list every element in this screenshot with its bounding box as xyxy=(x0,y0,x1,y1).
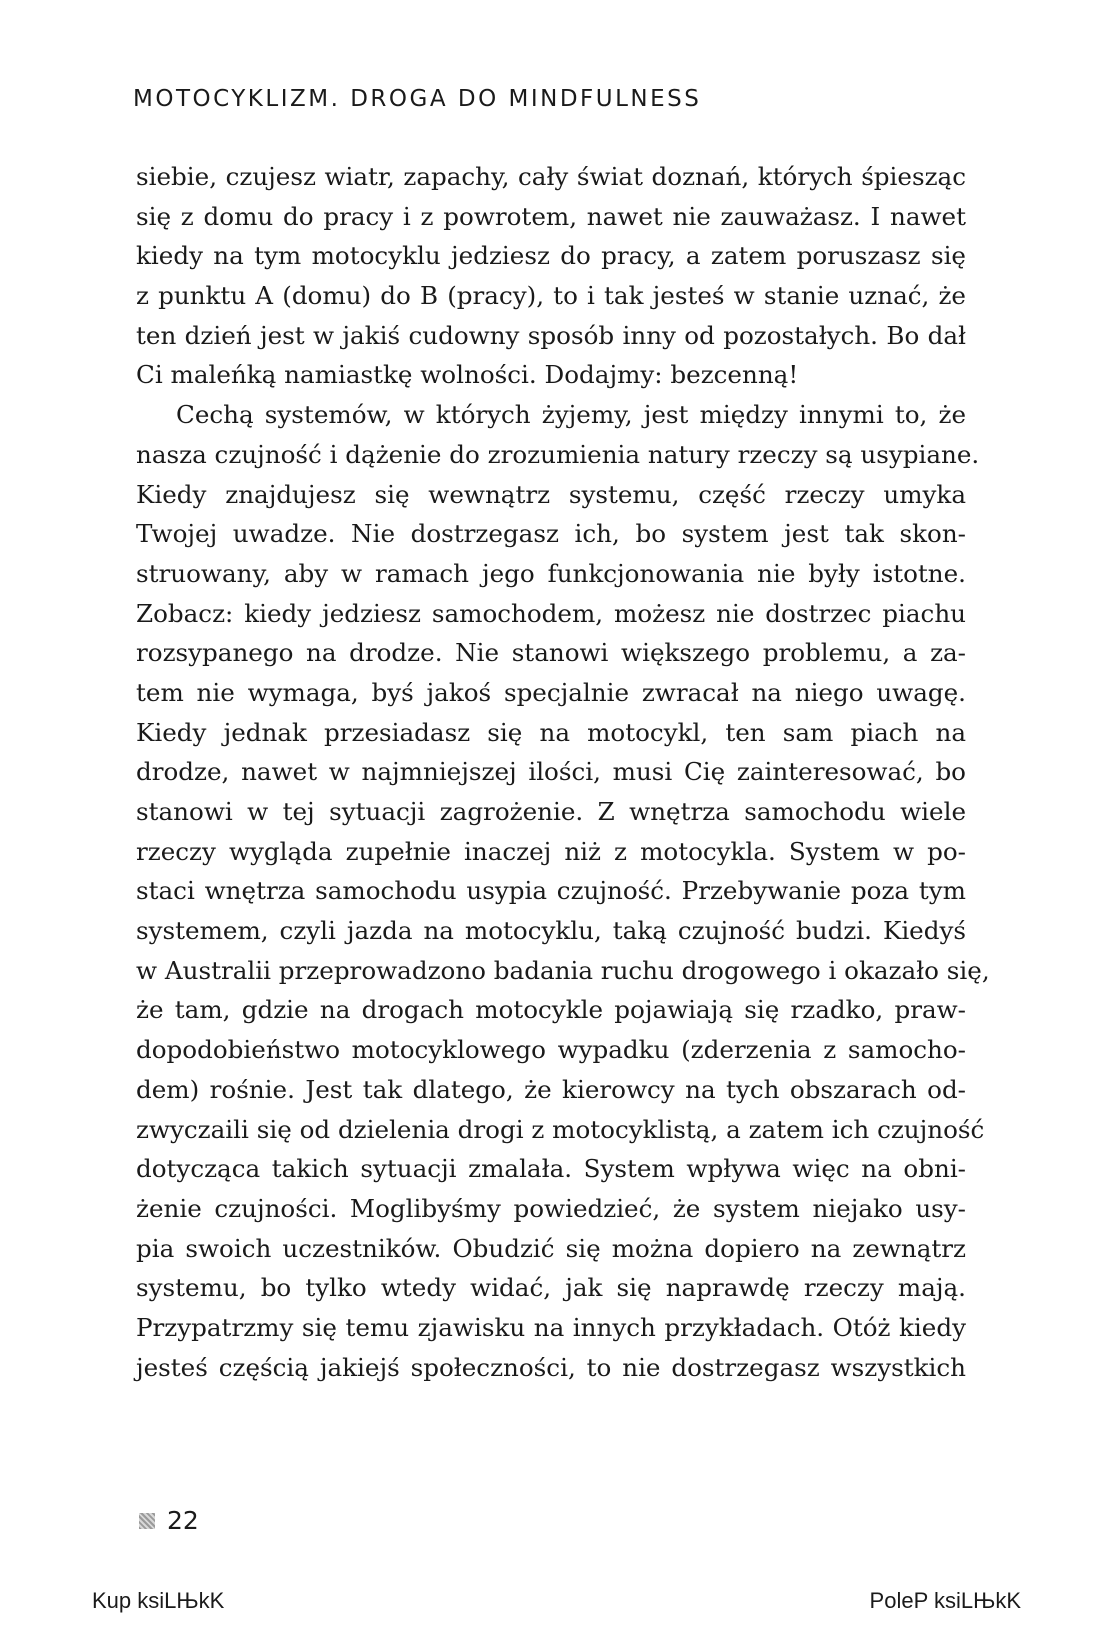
page-number: 22 xyxy=(167,1506,199,1535)
text-line: rozsypanego na drodze. Nie stanowi większego problemu, a za- xyxy=(136,638,966,668)
text-line: się z domu do pracy i z powrotem, nawet nie zauważasz. I nawet xyxy=(136,201,966,231)
text-line: Cechą systemów, w których żyjemy, jest między innymi to, że xyxy=(176,400,966,430)
text-line: nasza czujność i dążenie do zrozumienia natury rzeczy są usypiane. xyxy=(136,439,980,469)
text-line: że tam, gdzie na drogach motocykle pojawiają się rzadko, praw- xyxy=(136,995,966,1025)
text-line: drodze, nawet w najmniejszej ilości, musi Cię zainteresować, bo xyxy=(136,757,966,787)
text-line: dotycząca takich sytuacji zmalała. System wpływa więc na obni- xyxy=(136,1154,966,1184)
text-line: systemu, bo tylko wtedy widać, jak się naprawdę rzeczy mają. xyxy=(136,1273,966,1303)
text-line: ten dzień jest w jakiś cudowny sposób inny od pozostałych. Bo dał xyxy=(136,320,966,350)
page-marker-icon xyxy=(139,1513,155,1529)
text-line: Zobacz: kiedy jedziesz samochodem, możesz nie dostrzec piachu xyxy=(136,598,966,628)
text-line: Przypatrzmy się temu zjawisku na innych przykładach. Otóż kiedy xyxy=(136,1312,966,1342)
text-line: dem) rośnie. Jest tak dlatego, że kierowcy na tych obszarach od- xyxy=(136,1074,966,1104)
text-line: jesteś częścią jakiejś społeczności, to nie dostrzegasz wszystkich xyxy=(136,1352,966,1382)
text-line: z punktu A (domu) do B (pracy), to i tak jesteś w stanie uznać, że xyxy=(136,281,966,311)
text-line: pia swoich uczestników. Obudzić się można dopiero na zewnątrz xyxy=(136,1233,966,1263)
body-text xyxy=(136,157,990,1387)
running-header: MOTOCYKLIZM. DROGA DO MINDFULNESS xyxy=(133,86,702,112)
text-line: staci wnętrza samochodu usypia czujność. Przebywanie poza tym xyxy=(136,876,966,906)
text-line: w Australii przeprowadzono badania ruchu drogowego i okazało się, xyxy=(136,955,990,985)
text-line: siebie, czujesz wiatr, zapachy, cały świat doznań, których śpiesząc xyxy=(136,162,966,191)
text-line: systemem, czyli jazda na motocyklu, taką czujność budzi. Kiedyś xyxy=(136,916,966,946)
recommend-book-link[interactable]: PoleP ksiLЊkK xyxy=(869,1588,1021,1613)
text-line: kiedy na tym motocyklu jedziesz do pracy, a zatem poruszasz się xyxy=(136,241,966,271)
text-line: stanowi w tej sytuacji zagrożenie. Z wnętrza samochodu wiele xyxy=(136,797,966,826)
text-line: zwyczaili się od dzielenia drogi z motocyklistą, a zatem ich czujność xyxy=(136,1114,985,1144)
text-line: żenie czujności. Moglibyśmy powiedzieć, że system niejako usy- xyxy=(136,1193,966,1223)
text-line: Ci maleńką namiastkę wolności. Dodajmy: bezcenną! xyxy=(136,360,799,390)
text-line: rzeczy wygląda zupełnie inaczej niż z motocykla. System w po- xyxy=(136,836,966,866)
text-line: tem nie wymaga, byś jakoś specjalnie zwracał na niego uwagę. xyxy=(136,677,966,707)
text-line: Twojej uwadze. Nie dostrzegasz ich, bo system jest tak skon- xyxy=(136,519,966,549)
buy-book-link[interactable]: Kup ksiLЊkK xyxy=(92,1588,225,1613)
text-line: dopodobieństwo motocyklowego wypadku (zderzenia z samocho- xyxy=(136,1035,966,1065)
text-line: Kiedy jednak przesiadasz się na motocykl, ten sam piach na xyxy=(136,717,966,747)
text-line: struowany, aby w ramach jego funkcjonowania nie były istotne. xyxy=(136,558,966,588)
page-footer xyxy=(139,1506,199,1535)
text-line: Kiedy znajdujesz się wewnątrz systemu, część rzeczy umyka xyxy=(136,479,966,509)
